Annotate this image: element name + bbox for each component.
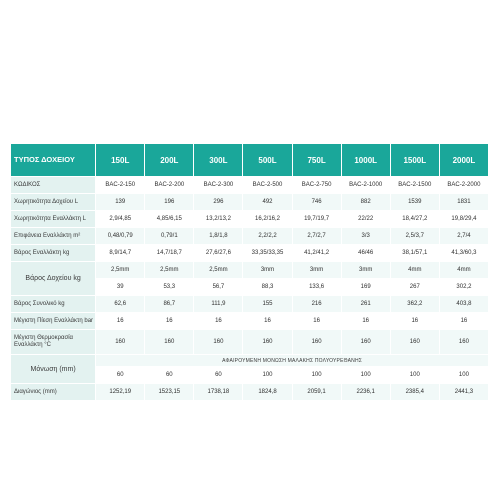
cell: 16 xyxy=(342,313,390,329)
cell: 746 xyxy=(293,194,341,210)
cell: 16,2/16,2 xyxy=(243,211,291,227)
cell: 2385,4 xyxy=(391,384,439,400)
cell: 100 xyxy=(440,367,488,383)
row-label: ΚΩΔΙΚΟΣ xyxy=(11,177,95,193)
cell: 2236,1 xyxy=(342,384,390,400)
cell: 160 xyxy=(293,330,341,354)
cell: 62,6 xyxy=(96,296,144,312)
cell: 2,5mm xyxy=(145,262,193,278)
cell: 60 xyxy=(145,367,193,383)
cell: 3/3 xyxy=(342,228,390,244)
header-capacity: 200L xyxy=(145,144,193,176)
cell: 160 xyxy=(194,330,242,354)
row-code xyxy=(11,177,488,193)
header-capacity: 500L xyxy=(243,144,291,176)
cell: 160 xyxy=(145,330,193,354)
cell: 362,2 xyxy=(391,296,439,312)
cell: 160 xyxy=(96,330,144,354)
cell: 2,5mm xyxy=(96,262,144,278)
cell: 16 xyxy=(194,313,242,329)
cell: 1738,18 xyxy=(194,384,242,400)
cell: 169 xyxy=(342,279,390,295)
cell: 88,3 xyxy=(243,279,291,295)
cell: 492 xyxy=(243,194,291,210)
cell: 100 xyxy=(293,367,341,383)
cell: 16 xyxy=(391,313,439,329)
cell: 133,6 xyxy=(293,279,341,295)
header-capacity: 1000L xyxy=(342,144,390,176)
cell: 160 xyxy=(243,330,291,354)
cell: 39 xyxy=(96,279,144,295)
cell: BAC-2-500 xyxy=(243,177,291,193)
row-diagonal xyxy=(11,384,488,400)
cell: 22/22 xyxy=(342,211,390,227)
cell: 19,7/19,7 xyxy=(293,211,341,227)
cell: 2,5/3,7 xyxy=(391,228,439,244)
cell: 2,5mm xyxy=(194,262,242,278)
row-label-tank-weight: Βάρος Δοχείου kg xyxy=(11,262,95,295)
cell: 139 xyxy=(96,194,144,210)
row-exchanger-capacity xyxy=(11,211,488,227)
cell: 2059,1 xyxy=(293,384,341,400)
header-label: ΤΥΠΟΣ ΔΟΧΕΙΟΥ xyxy=(11,144,95,176)
cell: 216 xyxy=(293,296,341,312)
cell: 4,85/6,15 xyxy=(145,211,193,227)
cell: BAC-2-1000 xyxy=(342,177,390,193)
cell: 1824,8 xyxy=(243,384,291,400)
cell: 16 xyxy=(440,313,488,329)
cell: 296 xyxy=(194,194,242,210)
row-tank-thickness xyxy=(11,262,488,278)
cell: 38,1/57,1 xyxy=(391,245,439,261)
cell: 3mm xyxy=(293,262,341,278)
cell: BAC-2-2000 xyxy=(440,177,488,193)
cell: 196 xyxy=(145,194,193,210)
row-insulation-note xyxy=(11,355,488,366)
cell: 14,7/18,7 xyxy=(145,245,193,261)
cell: 2,7/2,7 xyxy=(293,228,341,244)
row-label: Βάρος Εναλλάκτη kg xyxy=(11,245,95,261)
cell: 13,2/13,2 xyxy=(194,211,242,227)
cell: 2,2/2,2 xyxy=(243,228,291,244)
cell: 100 xyxy=(243,367,291,383)
cell: 33,35/33,35 xyxy=(243,245,291,261)
row-exchanger-surface xyxy=(11,228,488,244)
cell: 56,7 xyxy=(194,279,242,295)
cell: 160 xyxy=(440,330,488,354)
row-label: Επιφάνεια Εναλλάκτη m² xyxy=(11,228,95,244)
cell: 302,2 xyxy=(440,279,488,295)
cell: 86,7 xyxy=(145,296,193,312)
row-label: Χωρητικότητα Δοχείου L xyxy=(11,194,95,210)
cell: 1252,19 xyxy=(96,384,144,400)
cell: 16 xyxy=(145,313,193,329)
cell: 16 xyxy=(243,313,291,329)
cell: 100 xyxy=(391,367,439,383)
cell: 19,8/29,4 xyxy=(440,211,488,227)
cell: 111,9 xyxy=(194,296,242,312)
cell: 2,7/4 xyxy=(440,228,488,244)
cell: 16 xyxy=(96,313,144,329)
cell: 8,9/14,7 xyxy=(96,245,144,261)
row-label: Μέγιστη Πίεση Εναλλάκτη bar xyxy=(11,313,95,329)
row-exchanger-weight xyxy=(11,245,488,261)
cell: 0,79/1 xyxy=(145,228,193,244)
insulation-note: ΑΦΑΙΡΟΥΜΕΝΗ ΜΟΝΩΣΗ ΜΑΛΑΚΗΣ ΠΟΛΥΟΥΡΕΘΑΝΗΣ xyxy=(96,355,488,366)
cell: 100 xyxy=(342,367,390,383)
cell: 46/46 xyxy=(342,245,390,261)
cell: 18,4/27,2 xyxy=(391,211,439,227)
row-label: Διαγώνιος (mm) xyxy=(11,384,95,400)
cell: 882 xyxy=(342,194,390,210)
row-label: Μέγιστη Θερμοκρασία Εναλλάκτη °C xyxy=(11,330,95,354)
cell: 1523,15 xyxy=(145,384,193,400)
header-capacity: 750L xyxy=(293,144,341,176)
header-capacity: 150L xyxy=(96,144,144,176)
cell: 60 xyxy=(96,367,144,383)
cell: 160 xyxy=(342,330,390,354)
cell: BAC-2-750 xyxy=(293,177,341,193)
spec-table xyxy=(10,143,489,401)
cell: 160 xyxy=(391,330,439,354)
cell: 0,48/0,79 xyxy=(96,228,144,244)
row-max-pressure xyxy=(11,313,488,329)
header-capacity: 2000L xyxy=(440,144,488,176)
cell: 4mm xyxy=(440,262,488,278)
header-capacity: 1500L xyxy=(391,144,439,176)
cell: 155 xyxy=(243,296,291,312)
cell: 403,8 xyxy=(440,296,488,312)
cell: 27,6/27,6 xyxy=(194,245,242,261)
row-total-weight xyxy=(11,296,488,312)
row-label-insulation: Μόνωση (mm) xyxy=(11,355,95,383)
header-row xyxy=(11,144,488,176)
cell: BAC-2-150 xyxy=(96,177,144,193)
spec-table-container xyxy=(10,143,489,401)
header-capacity: 300L xyxy=(194,144,242,176)
row-tank-capacity xyxy=(11,194,488,210)
cell: 3mm xyxy=(342,262,390,278)
cell: 2,9/4,85 xyxy=(96,211,144,227)
cell: 261 xyxy=(342,296,390,312)
cell: 2441,3 xyxy=(440,384,488,400)
cell: 4mm xyxy=(391,262,439,278)
cell: 1,8/1,8 xyxy=(194,228,242,244)
row-max-temperature xyxy=(11,330,488,354)
row-label: Χωρητικότητα Εναλλάκτη L xyxy=(11,211,95,227)
cell: 1539 xyxy=(391,194,439,210)
cell: 41,2/41,2 xyxy=(293,245,341,261)
cell: BAC-2-1500 xyxy=(391,177,439,193)
cell: 3mm xyxy=(243,262,291,278)
row-label: Βάρος Συνολικό kg xyxy=(11,296,95,312)
cell: 267 xyxy=(391,279,439,295)
cell: 41,3/60,3 xyxy=(440,245,488,261)
cell: 1831 xyxy=(440,194,488,210)
cell: BAC-2-300 xyxy=(194,177,242,193)
cell: 53,3 xyxy=(145,279,193,295)
cell: 60 xyxy=(194,367,242,383)
cell: BAC-2-200 xyxy=(145,177,193,193)
cell: 16 xyxy=(293,313,341,329)
